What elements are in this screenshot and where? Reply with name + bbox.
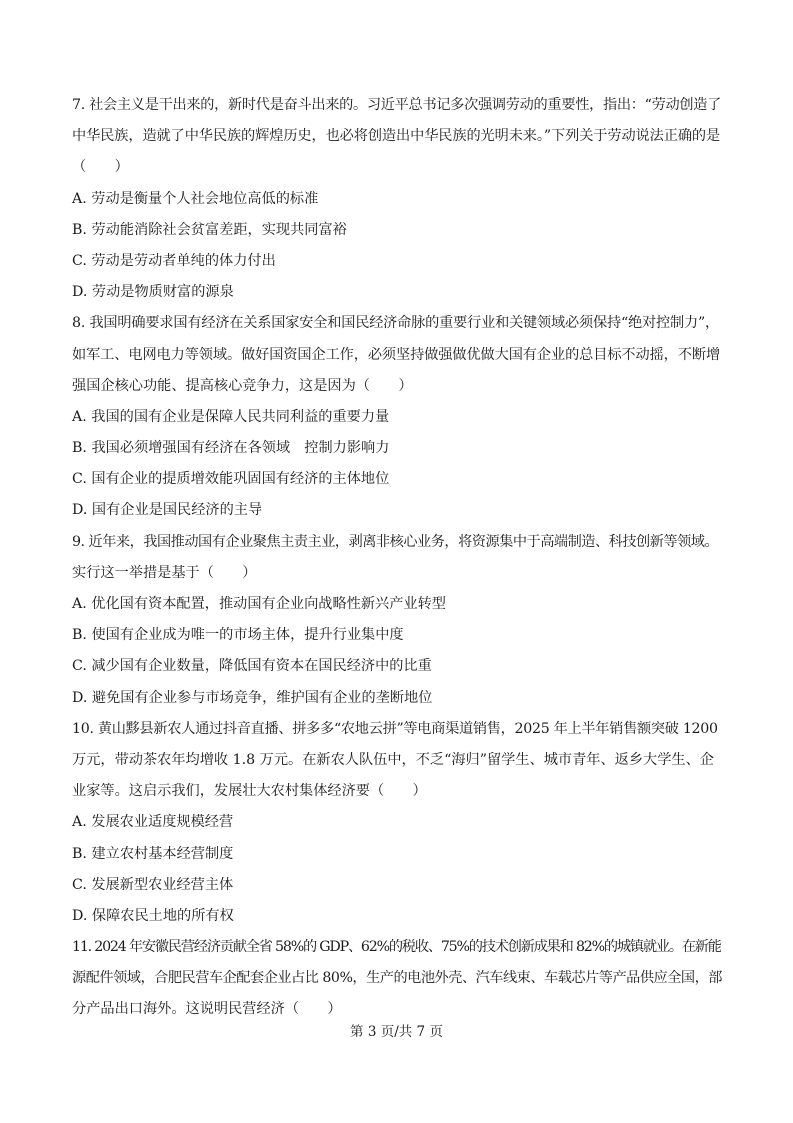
question-9-stem-line-2: 实行这一举措是基于（ ） [72, 564, 257, 581]
question-10-option-b: B. 建立农村基本经营制度 [72, 845, 234, 862]
question-8-stem-line-2: 如军工、电网电力等领域。做好国资国企工作，必须坚持做强做优做大国有企业的总目标不动摇，不断增 [72, 346, 721, 363]
question-9-option-c: C. 减少国有企业数量，降低国有资本在国民经济中的比重 [72, 658, 432, 675]
question-11-stem-line-3: 分产品出口海外。这说明民营经济（ ） [72, 1001, 342, 1018]
question-8-option-a: A. 我国的国有企业是保障人民共同利益的重要力量 [72, 408, 390, 425]
question-7-option-a: A. 劳动是衡量个人社会地位高低的标准 [72, 190, 319, 207]
question-7-stem-line-3: （ ） [72, 159, 129, 176]
question-10-stem-line-2: 万元，带动茶农年均增收 1.8 万元。在新农人队伍中，不乏“海归”留学生、城市青年、返乡大学生、企 [72, 751, 714, 768]
question-8 [72, 308, 722, 526]
question-7-option-c: C. 劳动是劳动者单纯的体力付出 [72, 252, 276, 269]
question-8-option-b: B. 我国必须增强国有经济在各领域 控制力影响力 [72, 440, 390, 457]
question-8-option-c: C. 国有企业的提质增效能巩固国有经济的主体地位 [72, 471, 390, 488]
question-7-stem-line-2: 中华民族，造就了中华民族的辉煌历史，也必将创造出中华民族的光明未来。”下列关于劳动说法正确的是 [72, 128, 721, 145]
question-8-stem-line-1: 8. 我国明确要求国有经济在关系国家安全和国民经济命脉的重要行业和关键领域必须保持“绝对控制力”， [72, 315, 720, 332]
question-9-option-d: D. 避免国有企业参与市场竞争，维护国有企业的垄断地位 [72, 689, 433, 706]
question-10 [72, 714, 722, 932]
question-7-option-b: B. 劳动能消除社会贫富差距，实现共同富裕 [72, 221, 347, 238]
question-10-option-d: D. 保障农民土地的所有权 [72, 907, 234, 924]
question-8-stem-line-3: 强国企核心功能、提高核心竞争力，这是因为（ ） [72, 377, 413, 394]
question-11 [72, 932, 722, 1026]
question-9-stem-line-1: 9. 近年来，我国推动国有企业聚焦主责主业，剥离非核心业务，将资源集中于高端制造、科技创新等领域。 [72, 533, 719, 550]
question-7-option-d: D. 劳动是物质财富的源泉 [72, 284, 234, 301]
question-11-stem-line-2: 源配件领域，合肥民营车企配套企业占比 80%，生产的电池外壳、汽车线束、车载芯片等产品供应全国，部 [72, 970, 722, 987]
question-9-option-a: A. 优化国有资本配置，推动国有企业向战略性新兴产业转型 [72, 596, 446, 612]
question-10-stem-line-1: 10. 黄山黟县新农人通过抖音直播、拼多多“农地云拼”等电商渠道销售，2025 年上半年销售额突破 1200 [72, 720, 718, 737]
question-10-option-a: A. 发展农业适度规模经营 [72, 814, 234, 831]
page-number-footer: 第 3 页/共 7 页 [350, 1024, 443, 1040]
question-10-stem-line-3: 业家等。这启示我们，发展壮大农村集体经济要（ ） [72, 783, 427, 800]
question-7 [72, 90, 722, 308]
question-10-option-c: C. 发展新型农业经营主体 [72, 876, 234, 893]
question-11-stem-line-1: 11. 2024 年安徽民营经济贡献全省 58%的 GDP、62%的税收、75%的技术创新成果和 82%的城镇就业。在新能 [72, 939, 721, 956]
question-8-option-d: D. 国有企业是国民经济的主导 [72, 502, 263, 519]
question-7-stem-line-1: 7. 社会主义是干出来的，新时代是奋斗出来的。习近平总书记多次强调劳动的重要性，指出：“劳动创造了 [72, 97, 722, 113]
document-body [72, 90, 722, 1026]
question-9-option-b: B. 使国有企业成为唯一的市场主体，提升行业集中度 [72, 627, 404, 644]
question-9 [72, 527, 722, 714]
